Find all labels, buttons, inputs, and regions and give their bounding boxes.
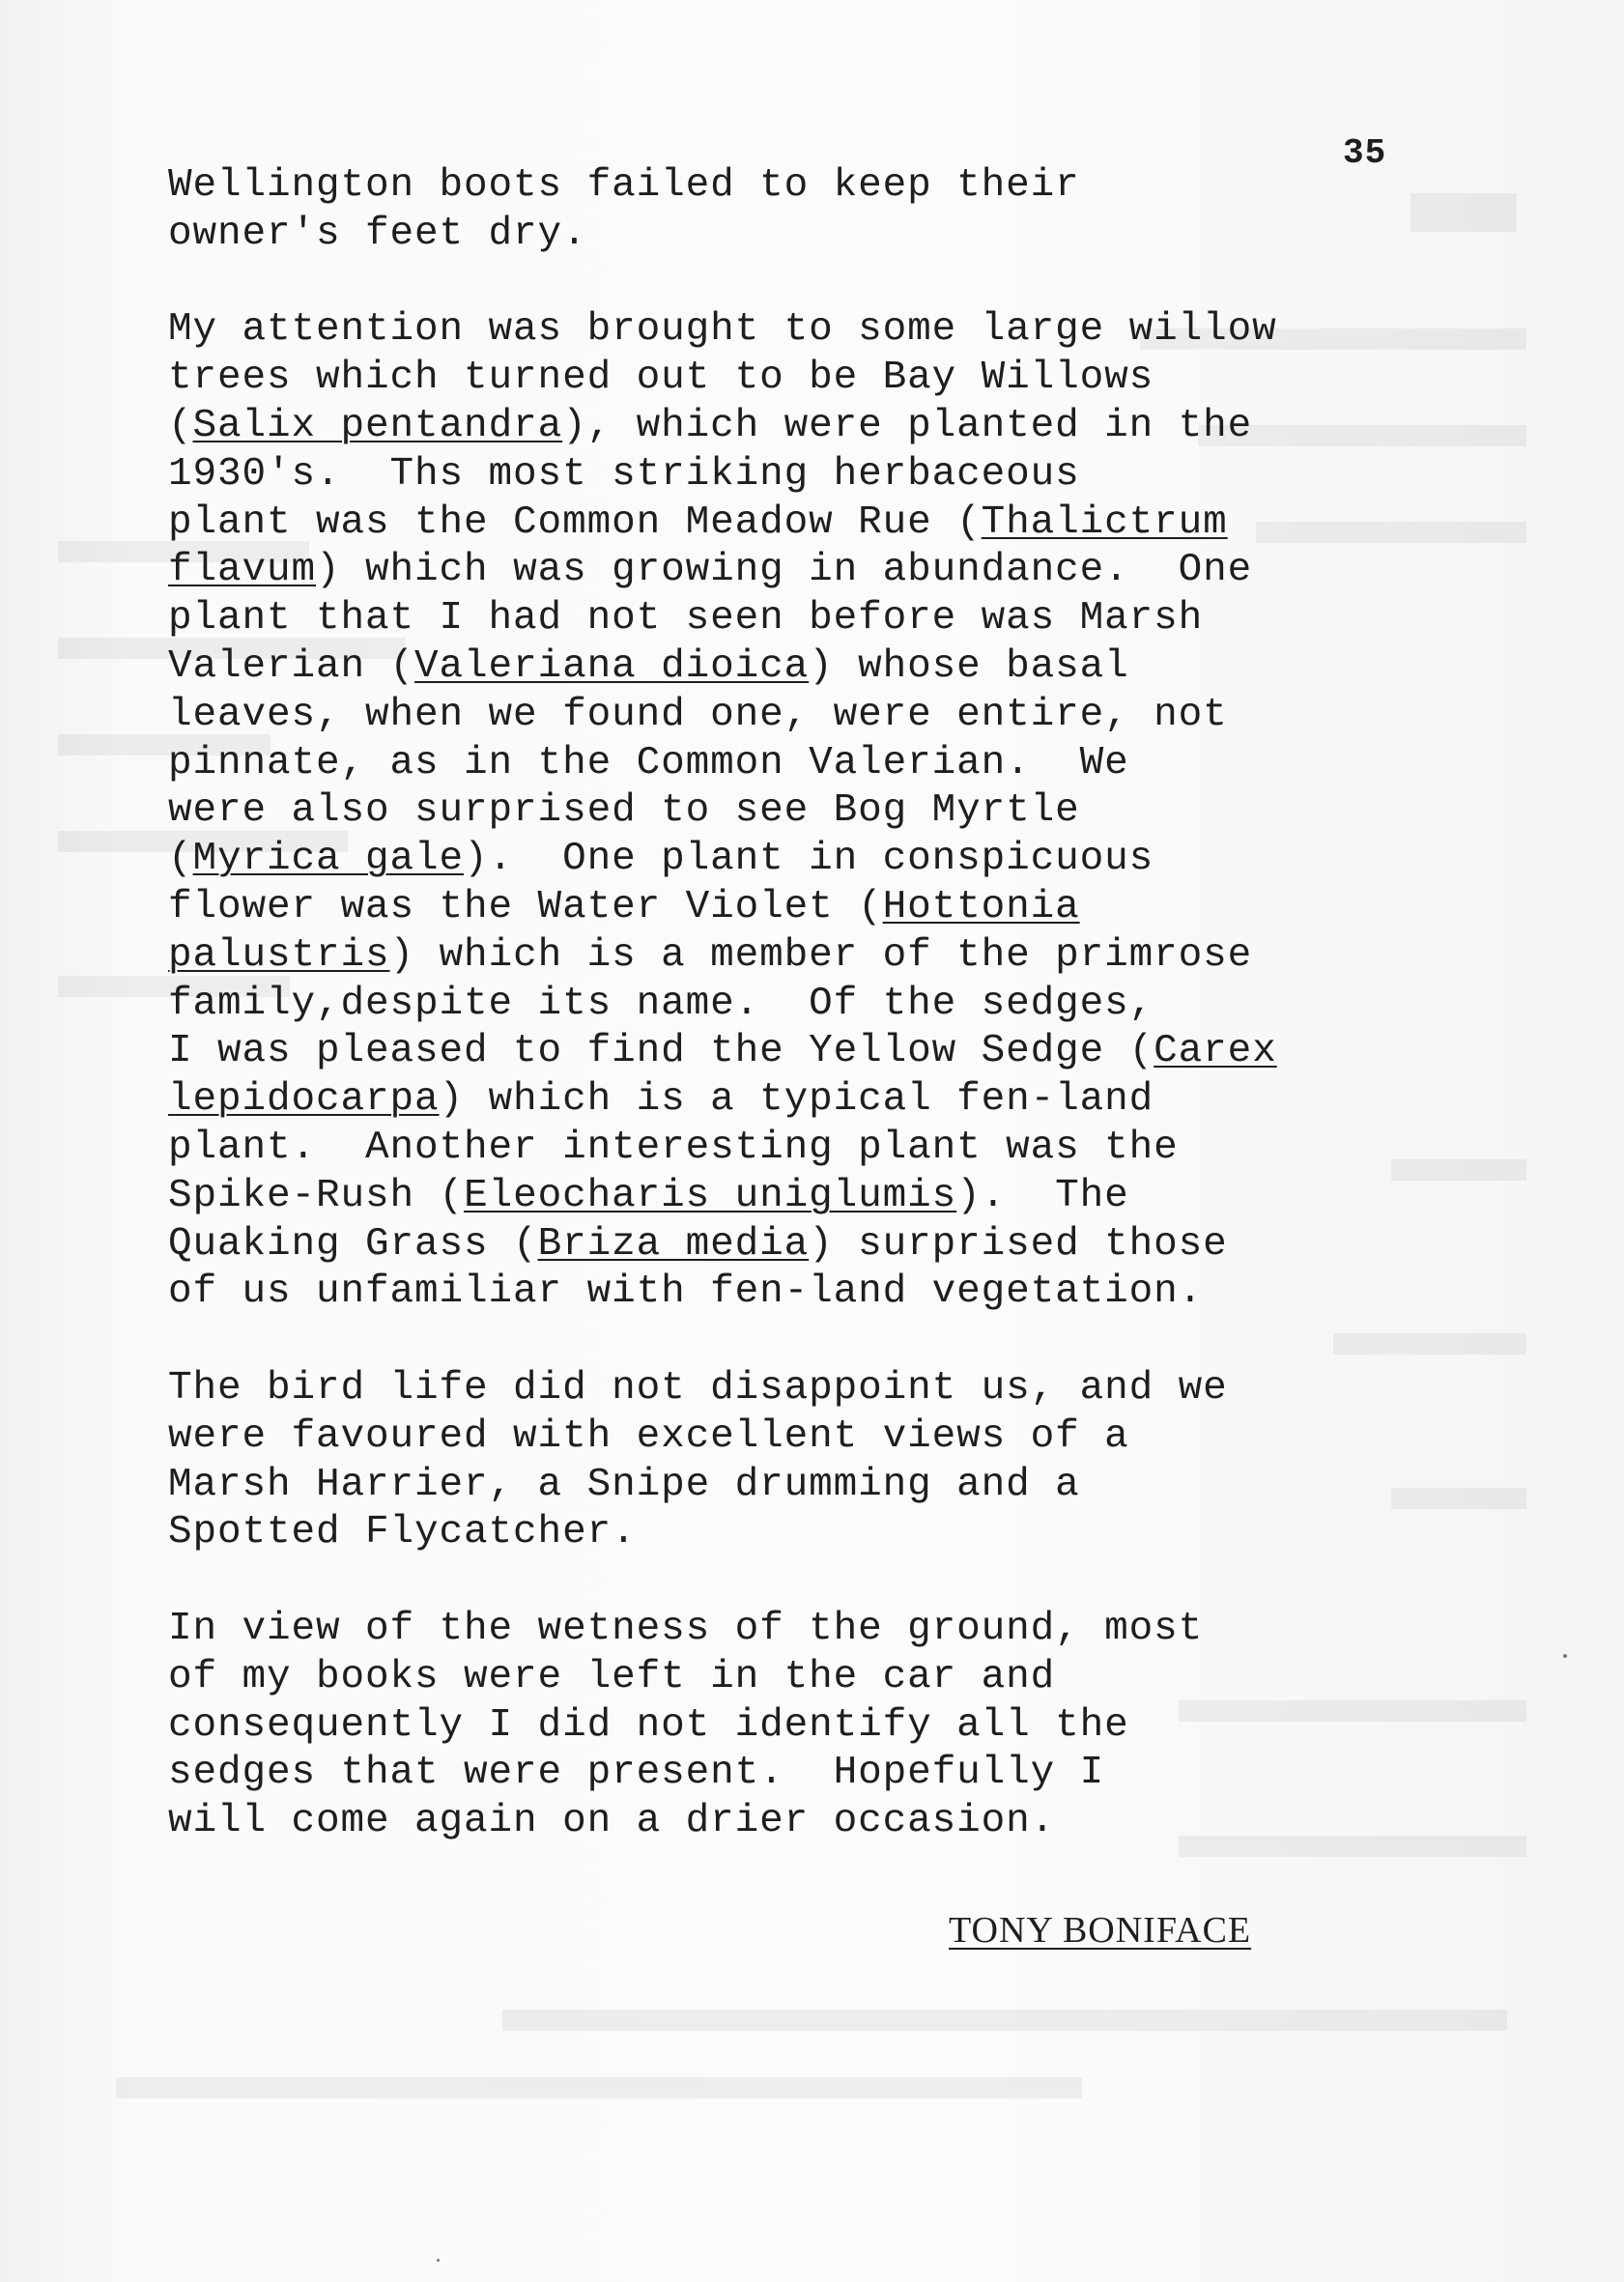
- text-line: Quaking Grass (Briza media) surprised those: [168, 1221, 1228, 1267]
- text-line: (Salix pentandra), which were planted in the: [168, 403, 1253, 448]
- text-line: sedges that were present. Hopefully I: [168, 1751, 1105, 1796]
- text-line: family,despite its name. Of the sedges,: [168, 981, 1154, 1026]
- species-name: Thalictrum: [981, 499, 1228, 545]
- author-signature: TONY BONIFACE: [949, 1910, 1252, 1951]
- body-text: [168, 162, 1277, 1895]
- text-line: (Myrica gale). One plant in conspicuous: [168, 837, 1154, 882]
- species-name: Salix pentandra: [192, 403, 563, 448]
- text-line: Wellington boots failed to keep their: [168, 163, 1080, 208]
- text-line: 1930's. Ths most striking herbaceous: [168, 451, 1080, 497]
- text-line: The bird life did not disappoint us, and we: [168, 1365, 1228, 1411]
- species-name: Myrica gale: [192, 837, 465, 882]
- text-line: I was pleased to find the Yellow Sedge (Carex: [168, 1029, 1277, 1074]
- text-line: Spotted Flycatcher.: [168, 1510, 637, 1555]
- species-name: palustris: [168, 932, 390, 978]
- text-line: pinnate, as in the Common Valerian. We: [168, 740, 1129, 785]
- text-line: palustris) which is a member of the primrose: [168, 932, 1253, 978]
- species-name: Hottonia: [882, 884, 1080, 929]
- text-line: plant. Another interesting plant was the: [168, 1125, 1179, 1170]
- text-line: consequently I did not identify all the: [168, 1702, 1129, 1748]
- text-line: My attention was brought to some large willow: [168, 307, 1277, 353]
- text-line: were also surprised to see Bog Myrtle: [168, 788, 1080, 834]
- text-line: plant that I had not seen before was Marsh: [168, 596, 1204, 642]
- text-line: will come again on a drier occasion.: [168, 1799, 1056, 1844]
- text-line: flower was the Water Violet (Hottonia: [168, 884, 1080, 929]
- text-line: lepidocarpa) which is a typical fen-land: [168, 1077, 1154, 1123]
- margin-speck: [437, 2259, 440, 2262]
- species-name: Eleocharis uniglumis: [464, 1173, 957, 1218]
- text-line: of my books were left in the car and: [168, 1654, 1056, 1699]
- text-line: Spike-Rush (Eleocharis uniglumis). The: [168, 1173, 1129, 1218]
- page-number: 35: [1343, 133, 1387, 173]
- species-name: lepidocarpa: [168, 1077, 440, 1123]
- text-line: Marsh Harrier, a Snipe drumming and a: [168, 1462, 1080, 1507]
- paragraph: [168, 1365, 1277, 1557]
- text-line: owner's feet dry.: [168, 211, 587, 256]
- text-line: of us unfamiliar with fen-land vegetation.: [168, 1269, 1204, 1315]
- margin-speck: [1563, 1654, 1567, 1658]
- species-name: flavum: [168, 548, 317, 593]
- text-line: trees which turned out to be Bay Willows: [168, 356, 1154, 401]
- text-line: leaves, when we found one, were entire, not: [168, 692, 1228, 737]
- text-line: were favoured with excellent views of a: [168, 1413, 1129, 1459]
- text-line: In view of the wetness of the ground, most: [168, 1606, 1204, 1651]
- paragraph: [168, 1606, 1277, 1846]
- text-line: Valerian (Valeriana dioica) whose basal: [168, 643, 1129, 689]
- paragraph: [168, 162, 1277, 259]
- text-line: plant was the Common Meadow Rue (Thalictrum: [168, 499, 1228, 545]
- text-line: flavum) which was growing in abundance. One: [168, 548, 1253, 593]
- species-name: Carex: [1154, 1029, 1277, 1074]
- paragraph: [168, 306, 1277, 1317]
- species-name: Valeriana dioica: [414, 643, 810, 689]
- species-name: Briza media: [537, 1221, 810, 1267]
